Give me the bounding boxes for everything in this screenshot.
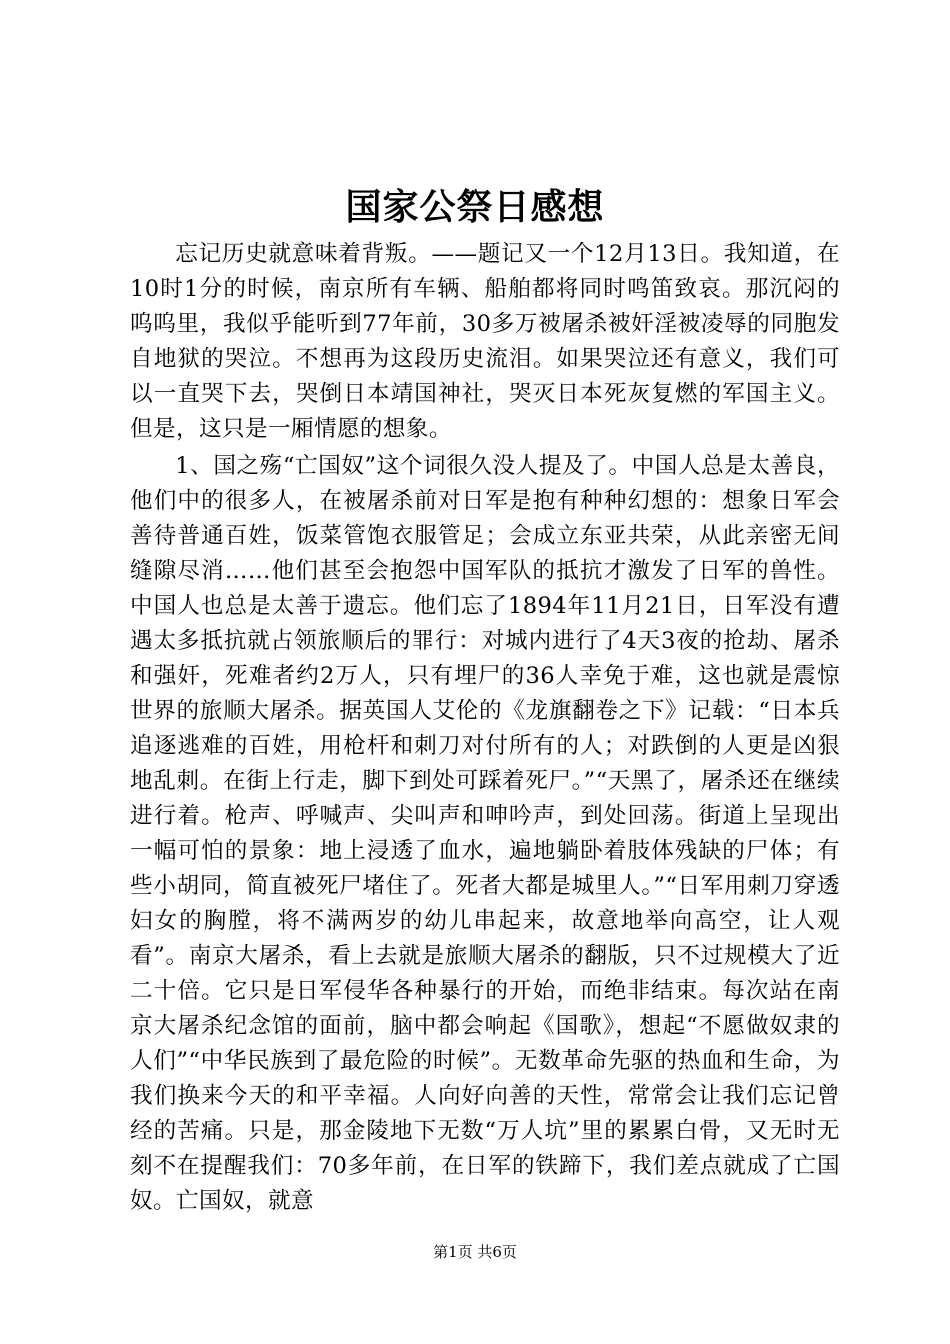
page-footer: 第1页 共6页: [433, 1243, 517, 1261]
paragraph-intro: 忘记历史就意味着背叛。——题记又一个12月13日。我知道，在10时1分的时候，南京所有车辆、船舶都将同时鸣笛致哀。那沉闷的呜呜里，我似乎能听到77年前，30多万被屠杀被奸淫被凌辱的同胞发自地狱的哭泣。不想再为这段历史流泪。如果哭泣还有意义，我们可以一直哭下去，哭倒日本靖国神社，哭灭日本死灰复燃的军国主义。但是，这只是一厢情愿的想象。: [130, 241, 840, 442]
document-title: 国家公祭日感想: [345, 187, 605, 228]
paragraph-section-1: 1、国之殇“亡国奴”这个词很久没人提及了。中国人总是太善良，他们中的很多人，在被屠杀前对日军是抱有种种幻想的：想象日军会善待普通百姓，饭菜管饱衣服管足；会成立东亚共荣，从此亲密无间缝隙尽消……他们甚至会抱怨中国军队的抵抗才激发了日军的兽性。中国人也总是太善于遗忘。他们忘了1894年11月21日，日军没有遭遇太多抵抗就占领旅顺后的罪行：对城内进行了4天3夜的抢劫、屠杀和强奸，死难者约2万人，只有埋尸的36人幸免于难，这也就是震惊世界的旅顺大屠杀。据英国人艾伦的《龙旗翻卷之下》记载：“日本兵追逐逃难的百姓，用枪杆和刺刀对付所有的人；对跌倒的人更是凶狠地乱刺。在街上行走，脚下到处可踩着死尸。”“天黑了，屠杀还在继续进行着。枪声、呼喊声、尖叫声和呻吟声，到处回荡。街道上呈现出一幅可怕的景象：地上浸透了血水，遍地躺卧着肢体残缺的尸体；有些小胡同，简直被死尸堵住了。死者大都是城里人。”“日军用刺刀穿透妇女的胸膛，将不满两岁的幼儿串起来，故意地举向高空，让人观看”。南京大屠杀，看上去就是旅顺大屠杀的翻版，只不过规模大了近二十倍。它只是日军侵华各种暴行的开始，而绝非结束。每次站在南京大屠杀纪念馆的面前，脑中都会响起《国歌》，想起“不愿做奴隶的人们”“中华民族到了最危险的时候”。无数革命先驱的热血和生命，为我们换来今天的和平幸福。人向好向善的天性，常常会让我们忘记曾经的苦痛。只是，那金陵地下无数“万人坑”里的累累白骨，又无时无刻不在提醒我们：70多年前，在日军的铁蹄下，我们差点就成了亡国奴。亡国奴，就意: [130, 453, 840, 1214]
